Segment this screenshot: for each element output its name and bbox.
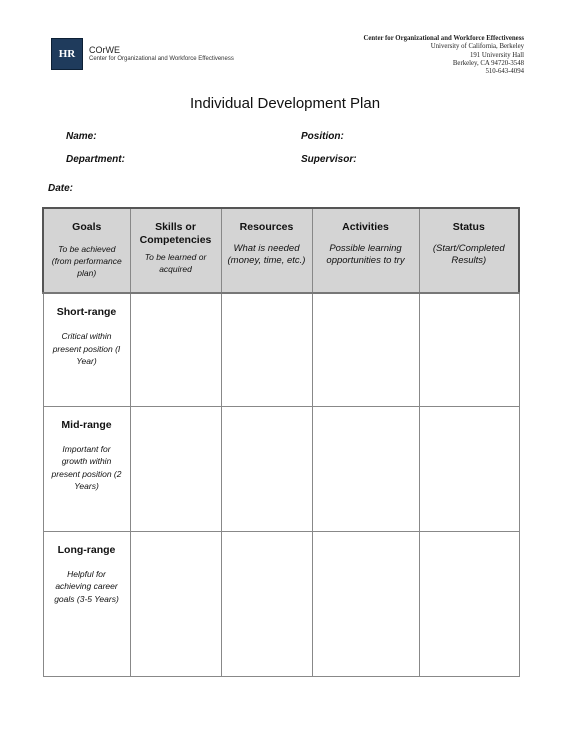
column-title: Status <box>452 221 485 233</box>
development-plan-table <box>42 207 520 677</box>
column-subtitle: To be achieved (from performance plan) <box>51 244 122 278</box>
column-header-skills <box>130 208 221 293</box>
row-title: Short-range <box>56 306 117 318</box>
date-field[interactable]: Date: <box>48 183 74 194</box>
column-header-goals <box>43 208 130 293</box>
position-field[interactable]: Position: <box>301 131 344 142</box>
column-header-resources <box>221 208 312 293</box>
address-street: 191 University Hall <box>470 51 524 59</box>
table-row-mid-range <box>43 406 519 531</box>
column-header-status <box>419 208 519 293</box>
column-subtitle: (Start/Completed Results) <box>432 243 505 266</box>
row-header-cell <box>43 406 130 531</box>
corwe-logo <box>51 38 234 70</box>
address-university: University of California, Berkeley <box>430 43 524 51</box>
column-header-activities <box>312 208 419 293</box>
name-field[interactable]: Name: <box>66 131 97 142</box>
resources-cell[interactable] <box>221 531 312 676</box>
column-subtitle: What is needed (money, time, etc.) <box>227 243 306 266</box>
column-subtitle: To be learned or acquired <box>144 252 207 274</box>
skills-cell[interactable] <box>130 293 221 406</box>
row-title: Long-range <box>57 543 116 556</box>
page-title: Individual Development Plan <box>189 95 381 112</box>
column-title: Skills or Competencies <box>139 221 212 246</box>
address-city: Berkeley, CA 94720-3548 <box>452 59 524 67</box>
address-block <box>363 35 524 76</box>
row-subtitle: Important for growth within present position (2 Years) <box>51 443 122 491</box>
table-header-row <box>43 208 519 293</box>
row-header-cell <box>43 531 130 676</box>
row-title: Mid-range <box>61 418 112 431</box>
status-cell[interactable] <box>419 293 519 406</box>
row-header-cell <box>43 293 130 406</box>
hr-logo-mark: HR <box>51 38 83 70</box>
resources-cell[interactable] <box>221 406 312 531</box>
activities-cell[interactable] <box>312 406 419 531</box>
logo-subtitle: Center for Organizational and Workforce Effectiveness <box>89 55 234 62</box>
supervisor-field[interactable]: Supervisor: <box>301 154 357 165</box>
table-row-short-range <box>43 293 519 406</box>
column-title: Activities <box>342 221 389 233</box>
skills-cell[interactable] <box>130 406 221 531</box>
department-field[interactable]: Department: <box>66 154 125 165</box>
status-cell[interactable] <box>419 406 519 531</box>
logo-name: COrWE <box>89 45 120 56</box>
address-org: Center for Organizational and Workforce Effectiveness <box>363 35 524 42</box>
resources-cell[interactable] <box>221 293 312 406</box>
column-title: Goals <box>72 221 102 233</box>
table-row-long-range <box>43 531 519 676</box>
activities-cell[interactable] <box>312 293 419 406</box>
column-title: Resources <box>239 221 294 233</box>
skills-cell[interactable] <box>130 531 221 676</box>
address-phone: 510-643-4094 <box>485 68 524 76</box>
row-subtitle: Critical within present position (I Year) <box>52 331 121 366</box>
activities-cell[interactable] <box>312 531 419 676</box>
column-subtitle: Possible learning opportunities to try <box>326 243 405 266</box>
status-cell[interactable] <box>419 531 519 676</box>
row-subtitle: Helpful for achieving career goals (3-5 Years) <box>54 568 119 604</box>
